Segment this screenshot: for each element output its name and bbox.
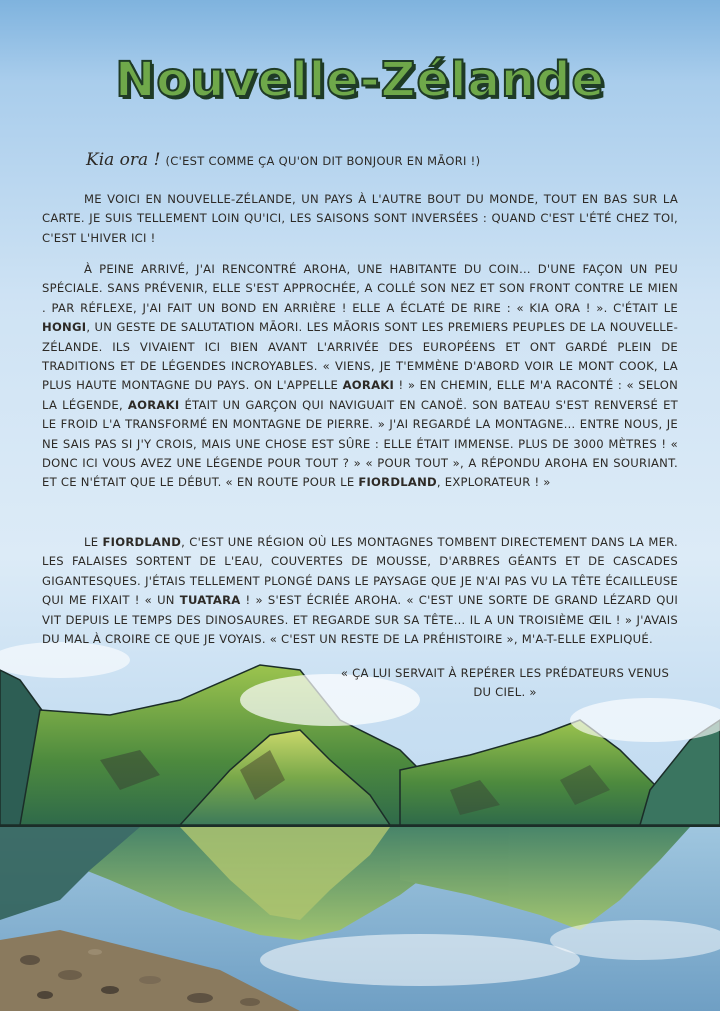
text-span: ! » EN CHEMIN, ELLE M'A RACONTÉ : « SELON LA LÉGENDE, xyxy=(42,378,679,412)
term-hongi: HONGI xyxy=(42,320,87,335)
text-span: , EXPLORATEUR ! » xyxy=(436,475,551,490)
paragraph-intro-text: ME VOICI EN NOUVELLE-ZÉLANDE, UN PAYS À L'AUTRE BOUT DU MONDE, TOUT EN BAS SUR LA CARTE. JE SUIS TELLEMENT LOIN QU'ICI, LES SAISONS SONT INVERSÉES : QUAND C'EST L'ÉTÉ CHEZ TOI, C'EST L'HIVER ICI ! xyxy=(42,192,678,245)
text-span: LE xyxy=(84,535,103,549)
term-aoraki: AORAKI xyxy=(342,378,395,393)
term-tuatara: TUATARA xyxy=(179,593,241,608)
text-span: , C'EST UNE RÉGION OÙ LES MONTAGNES TOMBENT DIRECTEMENT DANS LA MER. LES FALAISES SORTENT DE L'EAU, COUVERTES DE MOUSSE, D'ARBRES GÉANTS ET DE CASCADES GIGANTESQUES. J'ÉTAIS TELLEMENT PLONGÉ DANS LE PAYSAGE QUE JE N'AI PAS VU LA TÊTE ÉCAILLEUSE QUI ME FIXAIT ! « UN xyxy=(42,535,678,608)
paragraph-intro xyxy=(42,190,678,248)
text-span: , UN GESTE DE SALUTATION MĀORI. LES MĀORIS SONT LES PREMIERS PEUPLES DE LA NOUVELLE-ZÉLANDE. ILS VIVAIENT ICI BIEN AVANT L'ARRIVÉE DES EUROPÉENS ET ONT GARDÉ PLEIN DE TRADITIONS ET DE LÉGENDES INCROYABLES. « VIENS, JE T'EMMÈNE D'ABORD VOIR LE MONT COOK, LA PLUS HAUTE MONTAGNE DU PAYS. ON L'APPELLE xyxy=(42,320,678,393)
kia-ora-greeting: Kia ora ! xyxy=(86,150,161,170)
closing-quote: « ÇA LUI SERVAIT À REPÉRER LES PRÉDATEURS VENUS DU CIEL. » xyxy=(340,666,670,700)
term-fiordland: FIORDLAND xyxy=(358,475,437,490)
text-span: À PEINE ARRIVÉ, J'AI RENCONTRÉ AROHA, UNE HABITANTE DU COIN… D'UNE FAÇON UN PEU SPÉCIALE. SANS PRÉVENIR, ELLE S'EST APPROCHÉE, A COLLÉ SON NEZ ET SON FRONT CONTRE LE MIEN . PAR RÉFLEXE, J'AI FAIT UN BOND EN ARRIÈRE ! ELLE A ÉCLATÉ DE RIRE : « KIA ORA ! ». C'ÉTAIT LE xyxy=(42,262,678,315)
paragraph-fiordland xyxy=(42,533,678,649)
greeting-note: (C'EST COMME ÇA QU'ON DIT BONJOUR EN MĀORI !) xyxy=(165,154,481,168)
term-aoraki: AORAKI xyxy=(127,397,180,412)
term-fiordland: FIORDLAND xyxy=(102,535,182,549)
text-span: ÉTAIT UN GARÇON QUI NAVIGUAIT EN CANOË. SON BATEAU S'EST RENVERSÉ ET LE FROID L'A TRANSFORMÉ EN MONTAGNE DE PIERRE. » J'AI REGARDÉ LA MONTAGNE… ENTRE NOUS, JE NE SAIS PAS SI J'Y CROIS, MAIS UNE CHOSE EST SÛRE : ELLE ÉTAIT IMMENSE. PLUS DE 3000 MÈTRES ! « DONC ICI VOUS AVEZ UNE LÉGENDE POUR TOUT ? » « POUR TOUT », A RÉPONDU AROHA EN SOURIANT. ET CE N'ÉTAIT QUE LE DÉBUT. « EN ROUTE POUR LE xyxy=(42,397,679,490)
paragraph-aroha xyxy=(42,260,678,493)
page-title: Nouvelle-Zélande xyxy=(115,52,605,108)
greeting-line xyxy=(86,150,646,170)
text-span: ! » S'EST ÉCRIÉE AROHA. « C'EST UNE SORTE DE GRAND LÉZARD QUI VIT DEPUIS LE TEMPS DES DINOSAURES. ET REGARDE SUR SA TÊTE… IL A UN TROISIÈME ŒIL ! » J'AVAIS DU MAL À CROIRE CE QUE JE VOYAIS. « C'EST UN RESTE DE LA PRÉHISTOIRE », M'A-T-ELLE EXPLIQUÉ. xyxy=(42,593,678,647)
